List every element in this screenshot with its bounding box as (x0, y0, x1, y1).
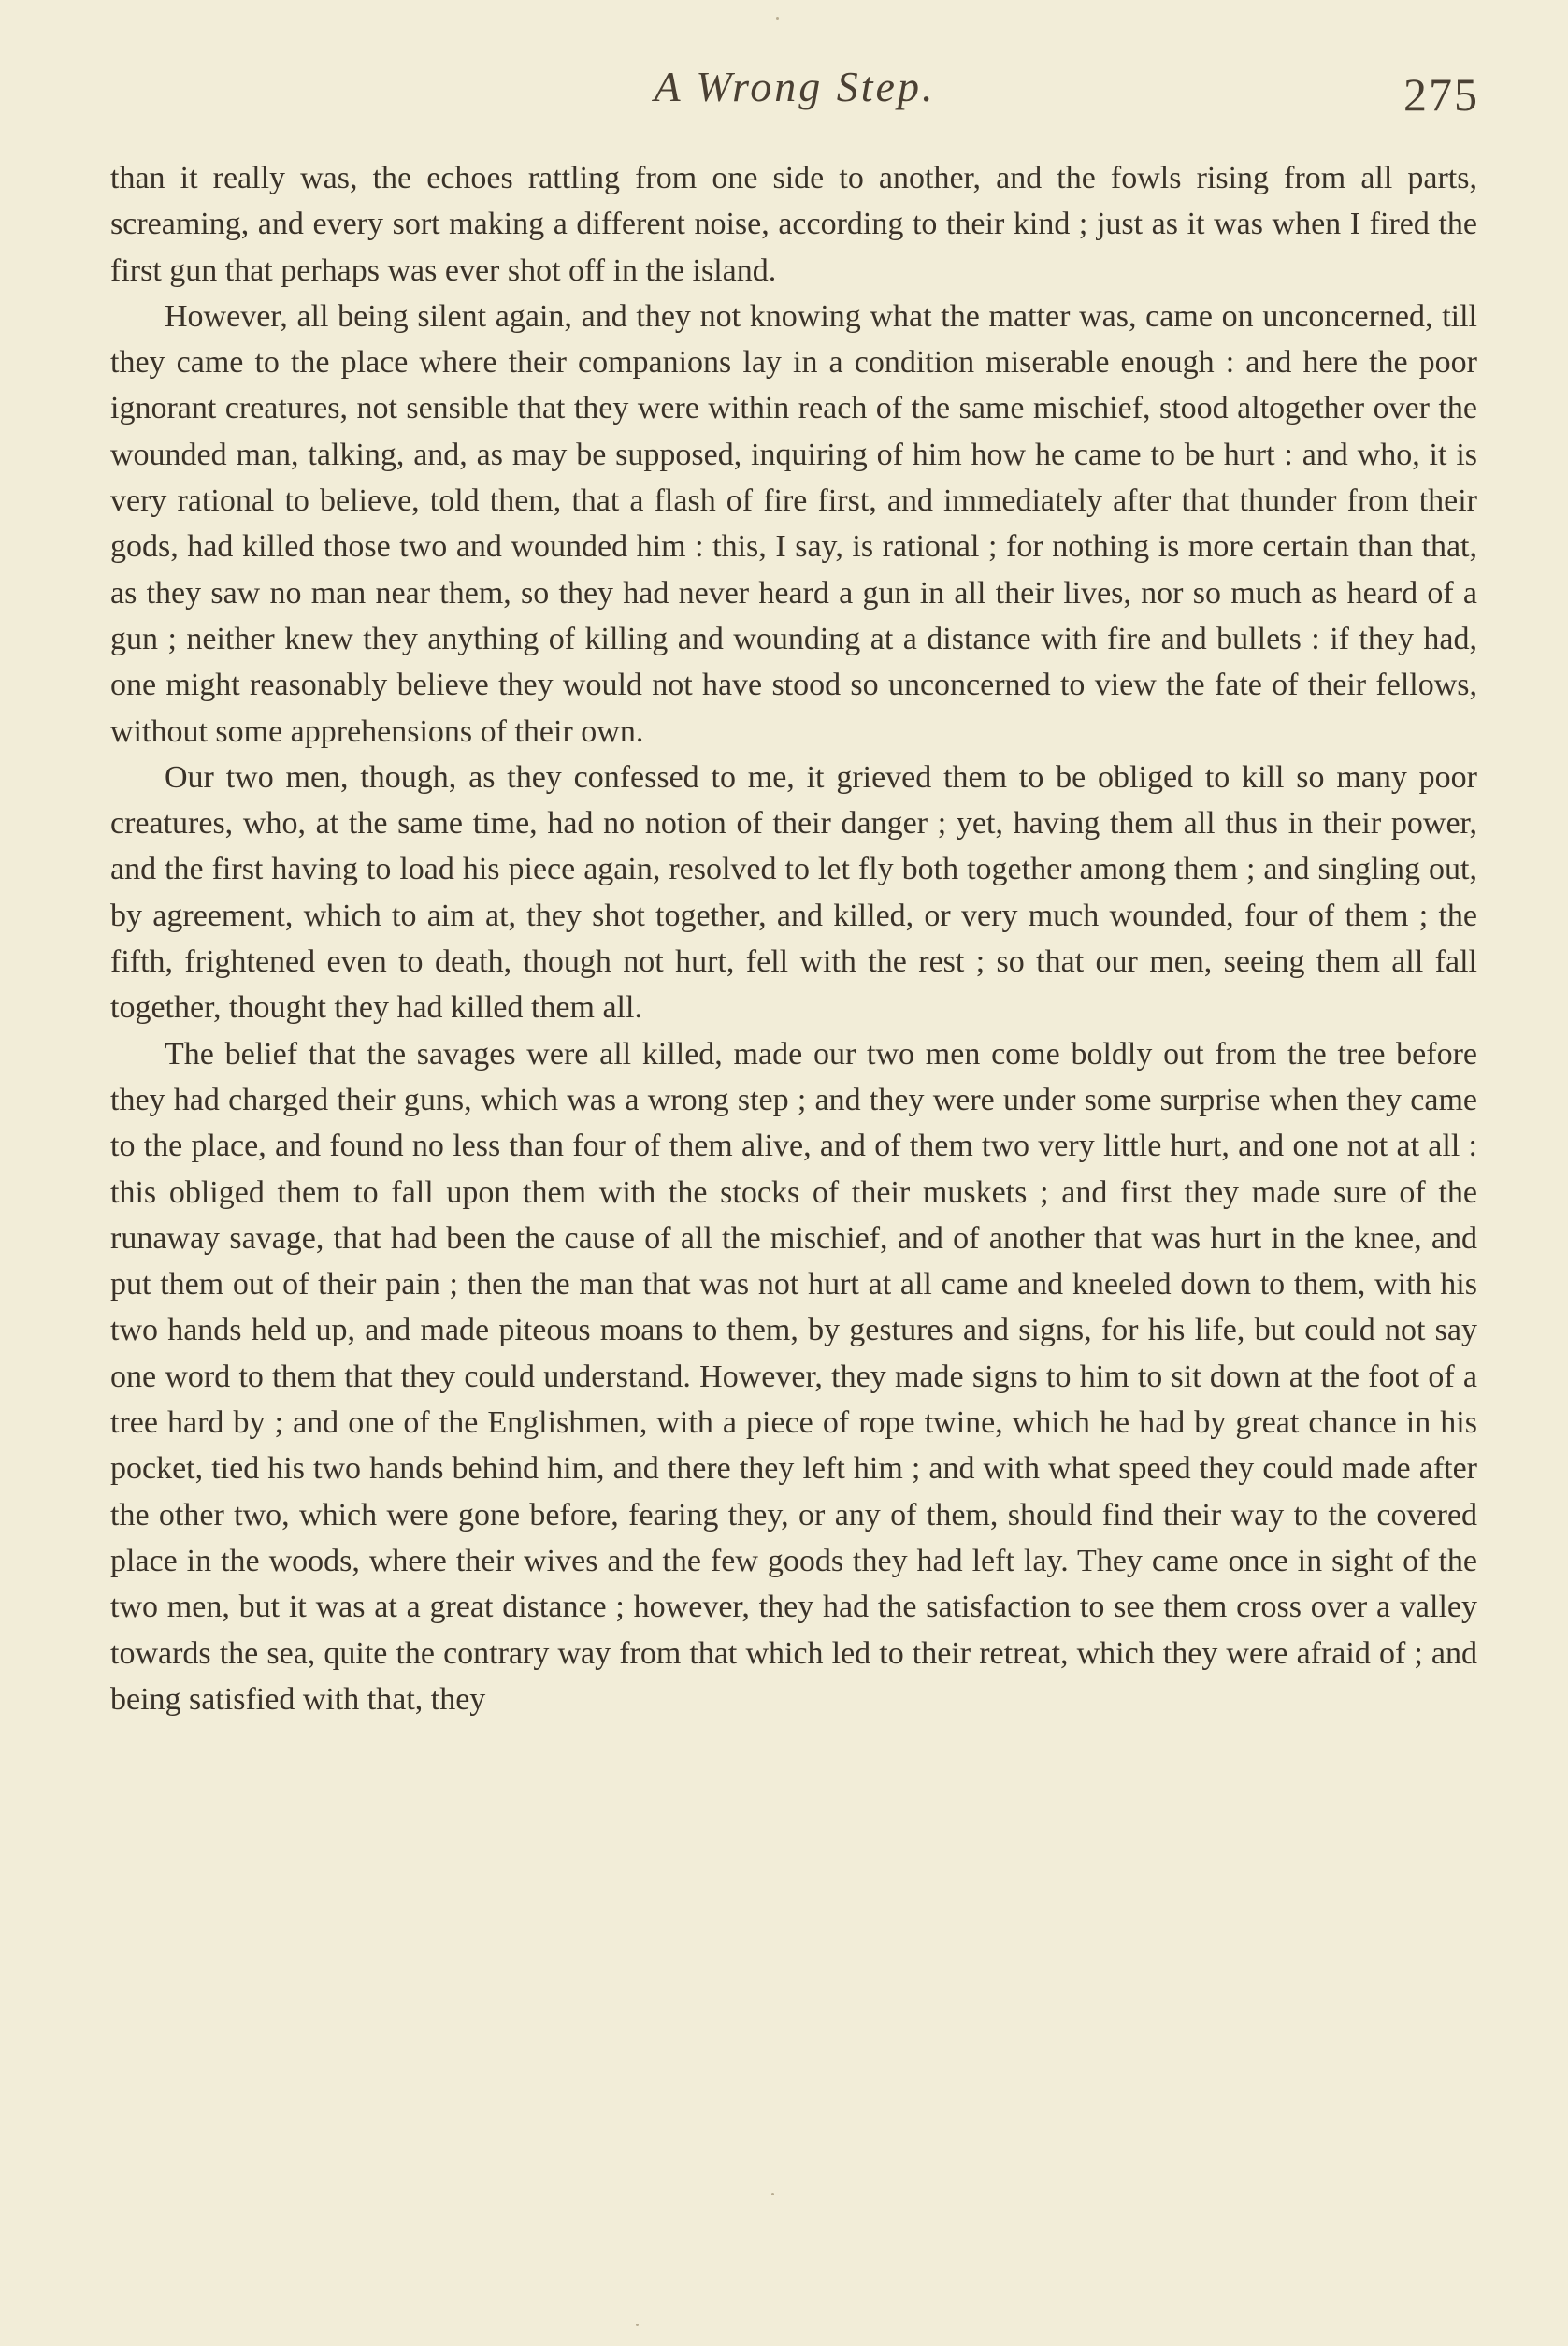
paragraph: The belief that the savages were all killed, made our two men come boldly out from the tree before they had charged their guns, which was a wrong step ; and they were under some surprise when they came to the place, and found no less than four of them alive, and of them two very little hurt, and one not at all : this obliged them to fall upon them with the stocks of their muskets ; and first they made sure of the runaway savage, that had been the cause of all the mischief, and of another that was hurt in the knee, and put them out of their pain ; then the man that was not hurt at all came and kneeled down to them, with his two hands held up, and made piteous moans to them, by gestures and signs, for his life, but could not say one word to them that they could understand. However, they made signs to him to sit down at the foot of a tree hard by ; and one of the Englishmen, with a piece of rope twine, which he had by great chance in his pocket, tied his two hands behind him, and there they left him ; and with what speed they could made after the other two, which were gone before, fearing they, or any of them, should find their way to the covered place in the woods, where their wives and the few goods they had left lay. They came once in sight of the two men, but it was at a great distance ; however, they had the satisfaction to see them cross over a valley towards the sea, quite the contrary way from that which led to their retreat, which they were afraid of ; and being satisfied with that, they (110, 1036, 1477, 1717)
paragraph: Our two men, though, as they confessed to me, it grieved them to be obliged to kill so many poor creatures, who, at the same time, had no notion of their danger ; yet, having them all thus in their power, and the first having to load his piece again, resolved to let fly both together among them ; and singling out, by agreement, which to aim at, they shot together, and killed, or very much wounded, four of them ; the fifth, frightened even to death, though not hurt, fell with the rest ; so that our men, seeing them all fall together, thought they had killed them all. (110, 759, 1477, 1026)
paragraph: However, all being silent again, and they not knowing what the matter was, came on unconcerned, till they came to the place where their companions lay in a condition miserable enough : and here the poor ignorant creatures, not sensible that they were within reach of the same mischief, stood altogether over the wounded man, talking, and, as may be supposed, inquiring of him how he came to be hurt : and who, it is very rational to believe, told them, that a flash of fire first, and immediately after that thunder from their gods, had killed those two and wounded him : this, I say, is rational ; for nothing is more certain than that, as they saw no man near them, so they had never heard a gun in all their lives, nor so much as heard of a gun ; neither knew they anything of killing and wounding at a distance with fire and bullets : if they had, one might reasonably believe they would not have stood so unconcerned to view the fate of their fellows, without some apprehensions of their own. (110, 298, 1477, 749)
paragraph-continued: than it really was, the echoes rattling from one side to another, and the fowls rising from all parts, screaming, and every sort making a different noise, according to their kind ; just as it was when I fired the first gun that perhaps was ever shot off in the island. (110, 161, 1477, 288)
paper-speck (636, 2324, 639, 2326)
page-number: 275 (1403, 68, 1479, 121)
paper-speck (771, 2193, 774, 2195)
running-title: A Wrong Step. (654, 63, 936, 110)
paper-speck (776, 17, 779, 20)
running-head (110, 62, 1479, 127)
body-text (110, 155, 1477, 1722)
